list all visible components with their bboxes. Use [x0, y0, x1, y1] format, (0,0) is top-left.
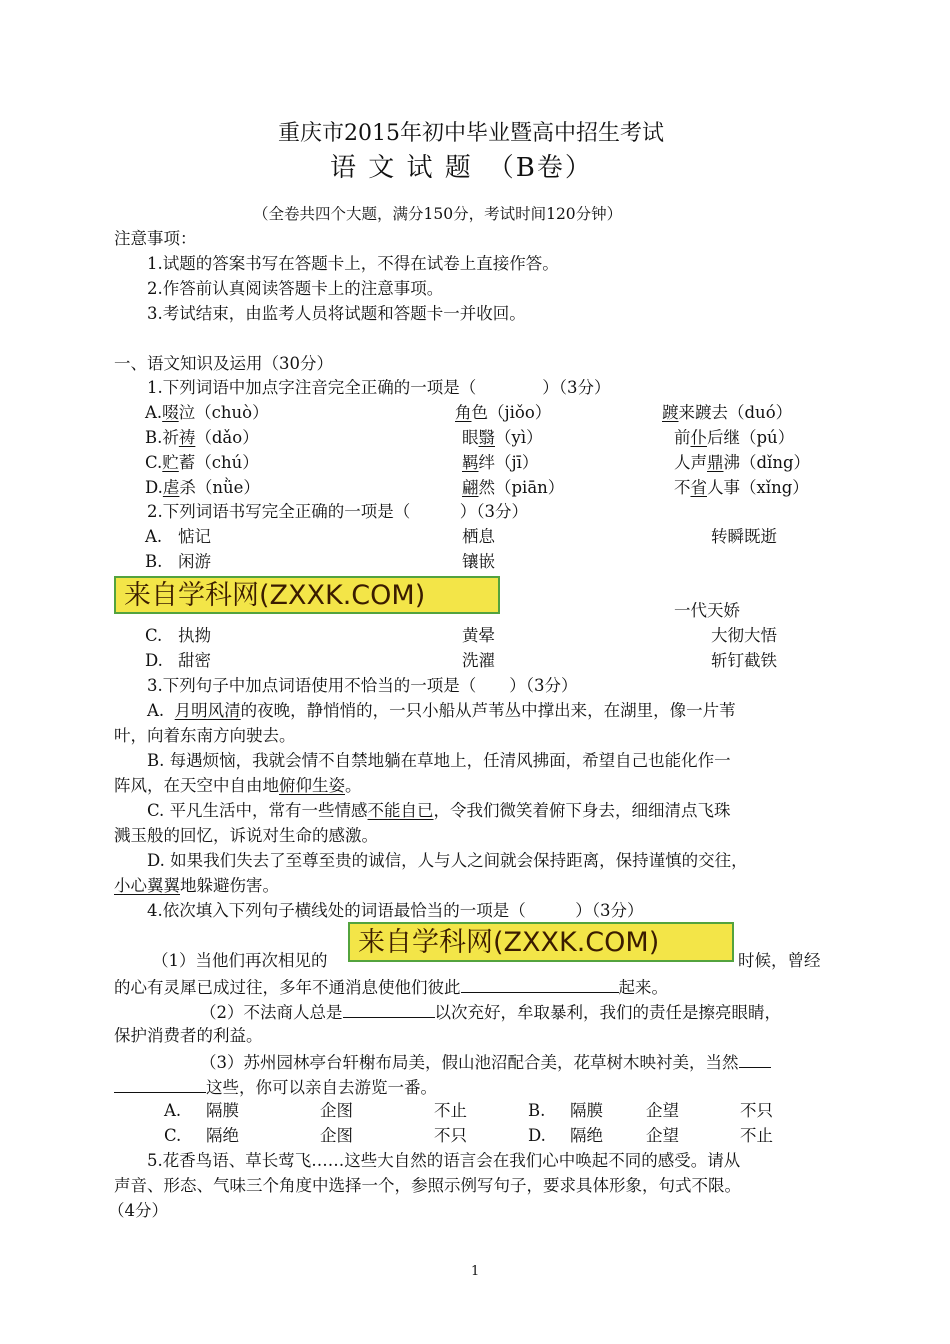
- q2-option-a-word: 惦记: [178, 527, 211, 546]
- q4-option-word: 企望: [646, 1101, 679, 1120]
- q4-sentence-2: （2）不法商人总是 以次充好，牟取暴利，我们的责任是擦亮眼睛，: [200, 1003, 781, 1022]
- q4-option-word: 不止: [434, 1101, 467, 1120]
- q2-option-a-label: A.: [145, 527, 163, 546]
- q4-sentence-3: （3）苏州园林亭台轩榭布局美，假山池沼配合美，花草树木映衬美，当然: [200, 1051, 771, 1073]
- q4-option-word: 隔绝: [570, 1126, 603, 1145]
- q2-option-d-word: 甜密: [178, 651, 211, 670]
- watermark-banner: 来自学科网(ZXXK.COM): [348, 922, 734, 962]
- q2-option-c-label: C.: [145, 626, 163, 645]
- q1-option-c-3: 人声鼎沸（dǐng）: [674, 453, 811, 472]
- q1-option-d-2: 翩然（piān）: [462, 478, 565, 497]
- q2-option-d-word: 洗濯: [462, 651, 495, 670]
- q2-option-d-word: 斩钉截铁: [711, 651, 777, 670]
- q4-sentence-1-end: 时候，曾经: [738, 951, 821, 970]
- exam-subtitle: 语 文 试 题 （B卷）: [330, 153, 593, 183]
- q1-option-d-3: 不省人事（xǐng）: [674, 478, 809, 497]
- section-heading: 一、语文知识及运用（30分）: [114, 354, 333, 373]
- q1-option-b-2: 眼翳（yì）: [462, 428, 543, 447]
- q1-option-a-1: A.啜泣（chuò）: [145, 403, 269, 422]
- q2-option-b-word: 镶嵌: [462, 552, 495, 571]
- q3-option-d-cont: 小心翼翼地躲避伤害。: [114, 876, 279, 895]
- q2-option-a-word: 栖息: [462, 527, 495, 546]
- q4-sentence-1: （1）当他们再次相见的: [152, 951, 328, 970]
- q2-option-c-word: 大彻大悟: [711, 626, 777, 645]
- q3-option-d: D. 如果我们失去了至尊至贵的诚信，人与人之间就会保持距离，保持谨慎的交往，: [147, 851, 748, 870]
- q2-option-a-word: 转瞬既逝: [711, 527, 777, 546]
- q3-option-a-cont: 叶，向着东南方向驶去。: [114, 726, 296, 745]
- watermark-banner: 来自学科网(ZXXK.COM): [114, 576, 500, 614]
- q1-option-b-1: B.祈祷（dǎo）: [145, 428, 259, 447]
- q4-option-word: 企图: [320, 1101, 353, 1120]
- q2-option-word: 一代天娇: [674, 601, 740, 620]
- q5-points: （4分）: [108, 1201, 168, 1220]
- q5-text-cont: 声音、形态、气味三个角度中选择一个，参照示例写句子，要求具体形象，句式不限。: [114, 1176, 741, 1195]
- q4-sentence-2-cont: 保护消费者的利益。: [114, 1026, 263, 1045]
- q3-option-c: C. 平凡生活中，常有一些情感不能自已，令我们微笑着俯下身去，细细清点飞珠: [147, 801, 731, 820]
- q5-text: 5.花香鸟语、草长莺飞……这些大自然的语言会在我们心中唤起不同的感受。请从: [147, 1151, 741, 1170]
- q4-option-label: A.: [164, 1101, 182, 1120]
- q2-option-b-label: B.: [145, 552, 163, 571]
- q4-option-word: 不只: [434, 1126, 467, 1145]
- q4-option-word: 企图: [320, 1126, 353, 1145]
- q3-option-c-cont: 溅玉般的回忆，诉说对生命的感激。: [114, 826, 378, 845]
- q2-option-c-word: 黄晕: [462, 626, 495, 645]
- page-number: 1: [471, 1264, 480, 1279]
- q3-option-a: A. 月明风清的夜晚，静悄悄的，一只小船从芦苇丛中撑出来，在湖里，像一片苇: [147, 701, 736, 720]
- q2-option-d-label: D.: [145, 651, 163, 670]
- q3-option-b-cont: 阵风，在天空中自由地俯仰生姿。: [114, 776, 362, 795]
- q4-option-label: D.: [528, 1126, 546, 1145]
- q4-option-word: 企望: [646, 1126, 679, 1145]
- notes-heading: 注意事项：: [114, 229, 197, 248]
- q2-stem: 2.下列词语书写完全正确的一项是（ ）（3分）: [147, 502, 528, 521]
- q1-option-c-2: 羁绊（jī）: [462, 453, 539, 472]
- q1-option-b-3: 前仆后继（pú）: [674, 428, 795, 447]
- q3-option-b: B. 每遇烦恼，我就会情不自禁地躺在草地上，任清风拂面，希望自己也能化作一: [147, 751, 731, 770]
- q1-stem: 1.下列词语中加点字注音完全正确的一项是（ ）（3分）: [147, 378, 611, 397]
- q1-option-a-2: 角色（jiǒo）: [455, 403, 552, 422]
- exam-info: （全卷共四个大题，满分150分，考试时间120分钟）: [253, 205, 623, 223]
- q4-sentence-3-cont: 这些，你可以亲自去游览一番。: [114, 1076, 437, 1098]
- q1-option-d-1: D.虐杀（nǜe）: [145, 478, 260, 497]
- q4-sentence-1-cont: 的心有灵犀已成过往，多年不通消息使他们彼此 起来。: [114, 978, 668, 997]
- exam-title: 重庆市2015年初中毕业暨高中招生考试: [278, 121, 664, 146]
- q3-stem: 3.下列句子中加点词语使用不恰当的一项是（ ）（3分）: [147, 676, 578, 695]
- q4-option-word: 不只: [740, 1101, 773, 1120]
- q4-option-word: 隔膜: [206, 1101, 239, 1120]
- q1-option-c-1: C.贮蓄（chú）: [145, 453, 259, 472]
- note-item: 3.考试结束，由监考人员将试题和答题卡一并收回。: [147, 304, 526, 323]
- q4-option-word: 隔膜: [570, 1101, 603, 1120]
- q2-option-c-word: 执拗: [178, 626, 211, 645]
- note-item: 1.试题的答案书写在答题卡上，不得在试卷上直接作答。: [147, 254, 559, 273]
- q4-option-word: 隔绝: [206, 1126, 239, 1145]
- q4-option-word: 不止: [740, 1126, 773, 1145]
- q4-option-label: C.: [164, 1126, 182, 1145]
- q4-stem: 4.依次填入下列句子横线处的词语最恰当的一项是（ ）（3分）: [147, 901, 644, 920]
- q2-option-b-word: 闲游: [178, 552, 211, 571]
- note-item: 2.作答前认真阅读答题卡上的注意事项。: [147, 279, 444, 298]
- q1-option-a-3: 踱来踱去（duó）: [662, 403, 793, 422]
- q4-option-label: B.: [528, 1101, 546, 1120]
